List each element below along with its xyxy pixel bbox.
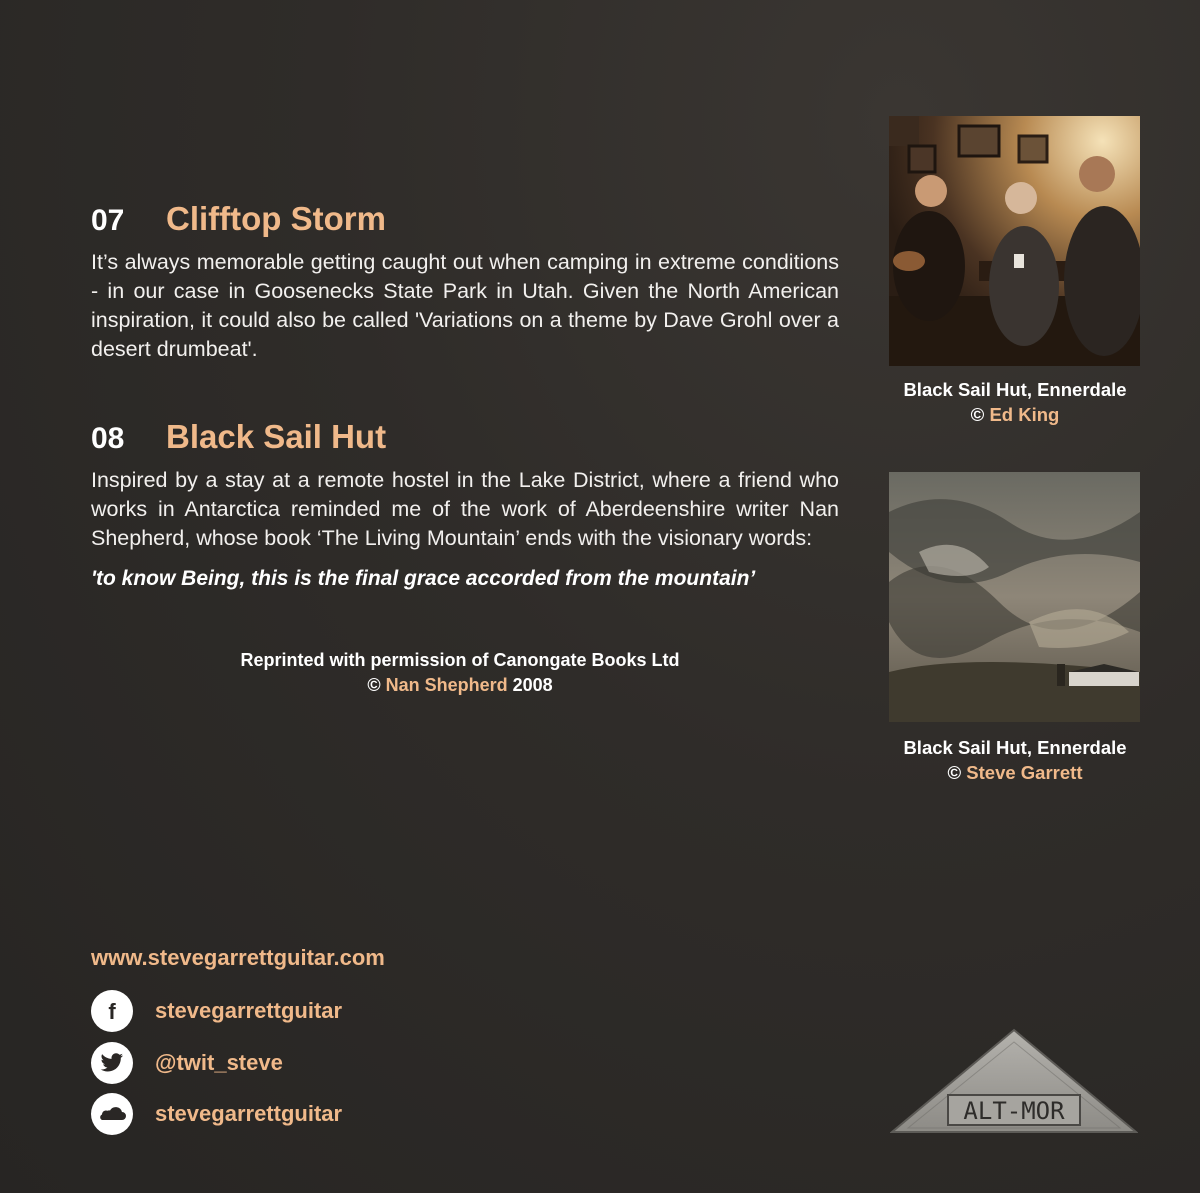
track-heading bbox=[91, 418, 839, 456]
svg-text:f: f bbox=[108, 999, 116, 1023]
caption-title: Black Sail Hut, Ennerdale bbox=[903, 737, 1127, 758]
photo-black-sail-hut-interior bbox=[889, 116, 1140, 366]
track-07 bbox=[91, 200, 839, 364]
website-link[interactable]: www.stevegarrettguitar.com bbox=[91, 945, 385, 970]
social-twitter[interactable] bbox=[91, 1042, 283, 1084]
copyright-symbol: © bbox=[947, 762, 962, 783]
photo-black-sail-hut-landscape bbox=[889, 472, 1140, 722]
twitter-icon bbox=[91, 1042, 133, 1084]
twitter-handle: @twit_steve bbox=[155, 1050, 283, 1075]
track-heading bbox=[91, 200, 839, 238]
reprint-copyright bbox=[150, 673, 770, 698]
caption-title: Black Sail Hut, Ennerdale bbox=[903, 379, 1127, 400]
reprint-credit bbox=[150, 648, 770, 698]
track-08 bbox=[91, 418, 839, 591]
track-title: Black Sail Hut bbox=[166, 418, 387, 455]
pub-interior-image bbox=[889, 116, 1140, 366]
track-description: Inspired by a stay at a remote hostel in the Lake District, where a friend who works in Antarctica reminded me of the work of Aberdeenshire writer Nan Shepherd, whose book ‘The Living Mountain’ ends with the visionary words: bbox=[91, 468, 839, 550]
caption-credit bbox=[880, 760, 1150, 785]
track-number: 07 bbox=[91, 204, 125, 237]
photo-caption bbox=[880, 735, 1150, 785]
soundcloud-handle: stevegarrettguitar bbox=[155, 1101, 343, 1126]
reprint-author: Nan Shepherd bbox=[385, 675, 508, 695]
facebook-handle: stevegarrettguitar bbox=[155, 998, 343, 1023]
reprint-line: Reprinted with permission of Canongate Books Ltd bbox=[240, 650, 680, 670]
facebook-icon bbox=[91, 990, 133, 1032]
caption-credit bbox=[880, 402, 1150, 427]
mountain-landscape-image bbox=[889, 472, 1140, 722]
social-facebook[interactable] bbox=[91, 990, 342, 1032]
photographer-name: Steve Garrett bbox=[966, 762, 1083, 783]
soundcloud-icon bbox=[91, 1093, 133, 1135]
track-description: It’s always memorable getting caught out when camping in extreme conditions - in our case in Goosenecks State Park in Utah. Given the North American inspiration, it could also be called 'Variations on a theme by Dave Grohl over a desert drumbeat'. bbox=[91, 250, 839, 361]
copyright-symbol: © bbox=[970, 404, 985, 425]
photo-caption bbox=[880, 377, 1150, 427]
track-title: Clifftop Storm bbox=[166, 200, 386, 237]
photographer-name: Ed King bbox=[989, 404, 1060, 425]
alt-mor-logo bbox=[890, 1028, 1138, 1136]
reprint-year: 2008 bbox=[512, 675, 553, 695]
track-quote: 'to know Being, this is the final grace accorded from the mountain’ bbox=[91, 567, 756, 590]
track-number: 08 bbox=[91, 422, 125, 455]
logo-text: ALT-MOR bbox=[963, 1097, 1065, 1125]
social-soundcloud[interactable] bbox=[91, 1093, 342, 1135]
copyright-symbol: © bbox=[367, 675, 381, 695]
